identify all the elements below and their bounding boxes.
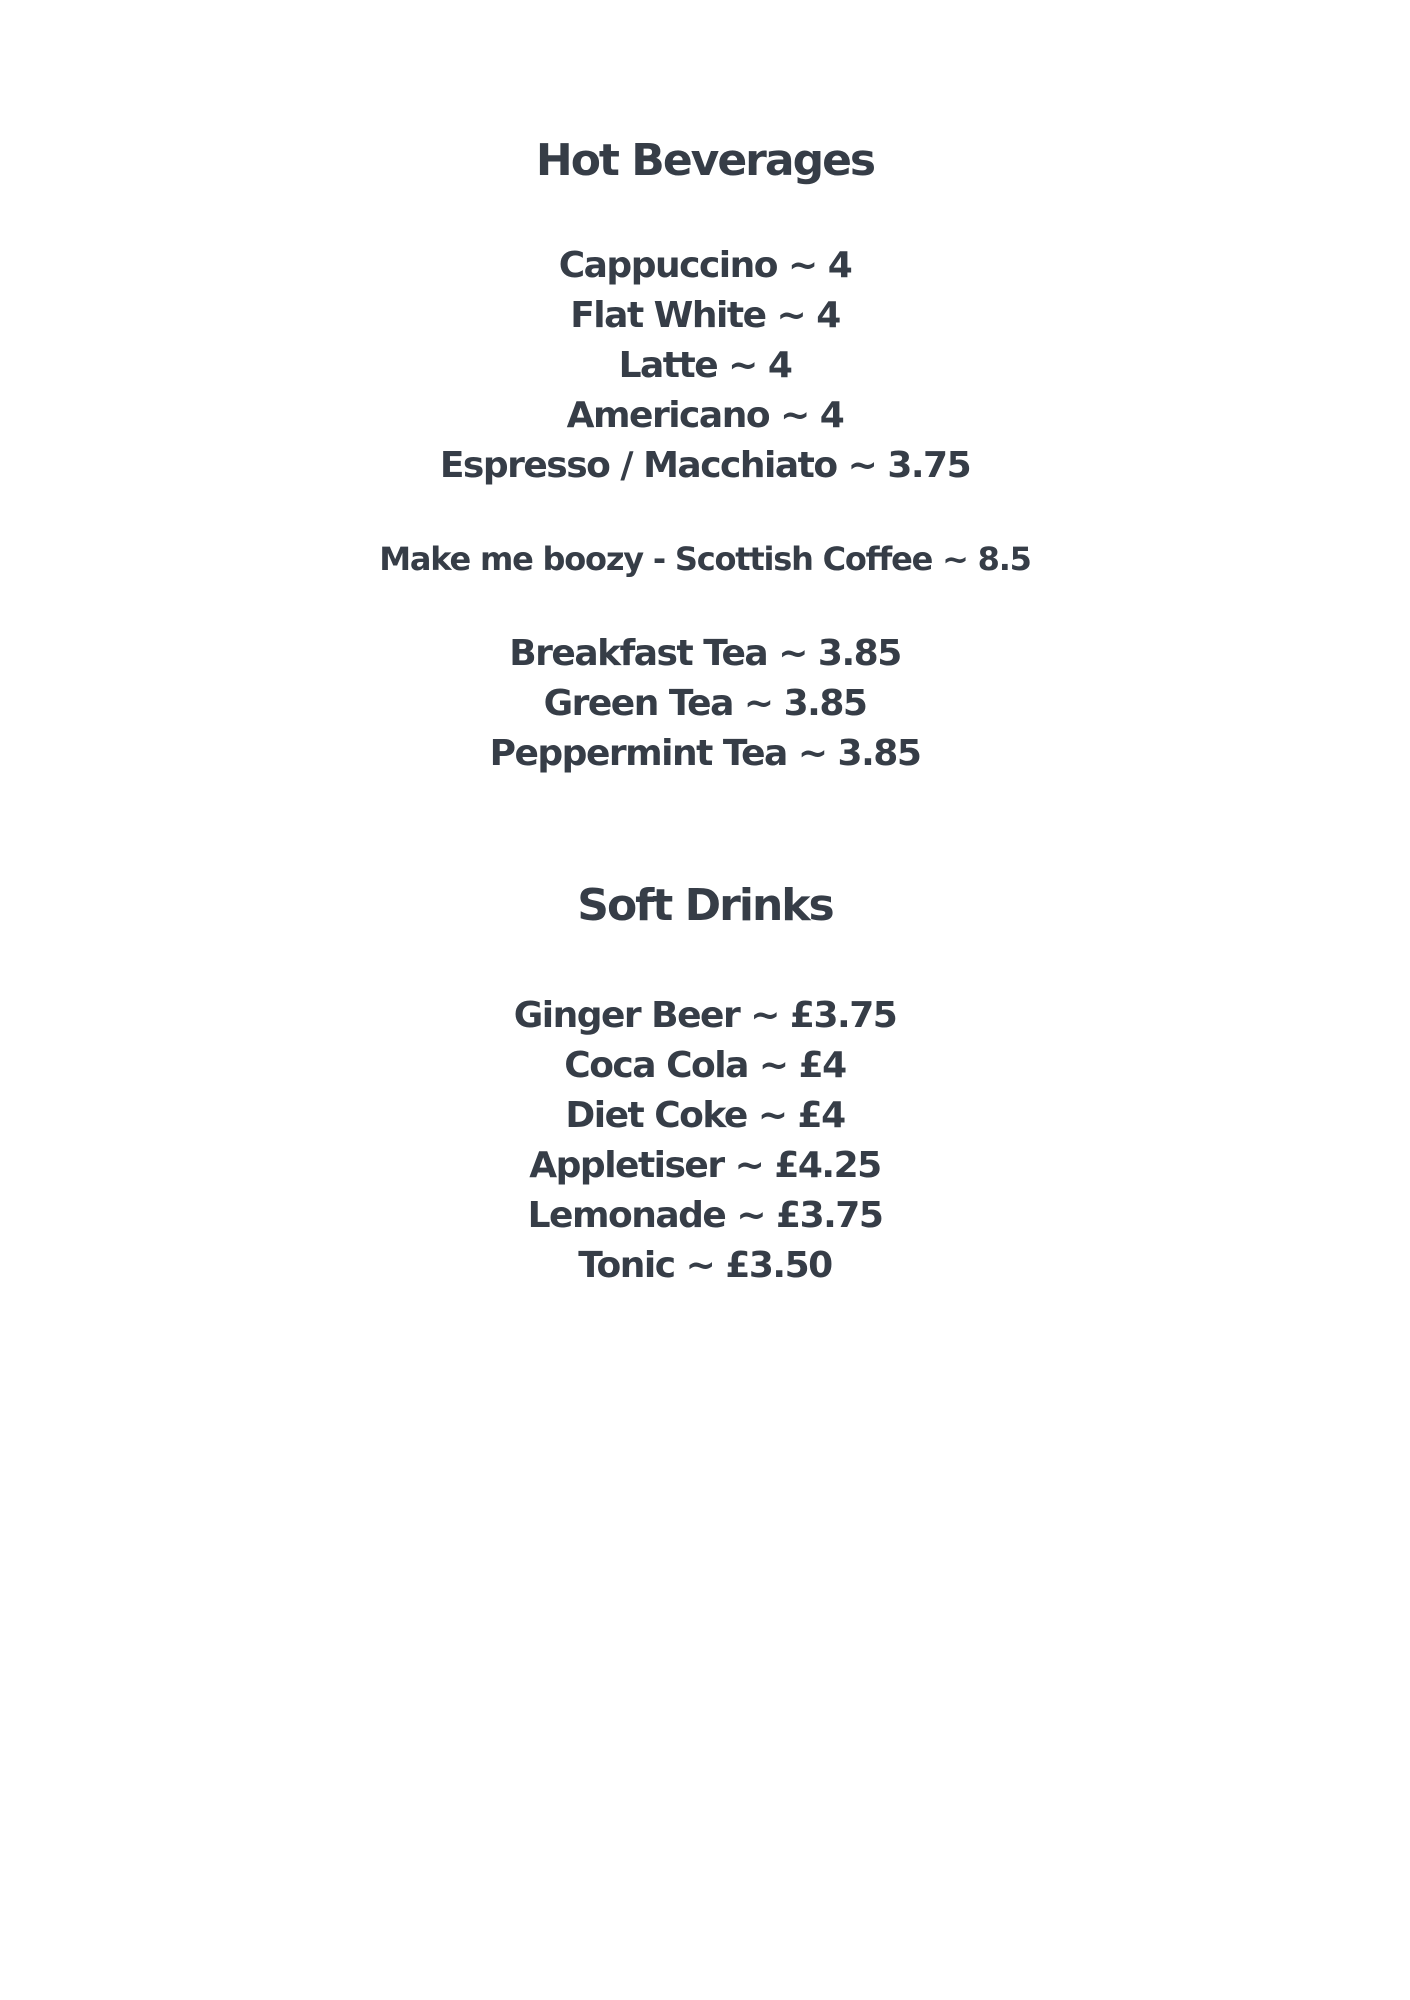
menu-item-espresso-macchiato: Espresso / Macchiato ~ 3.75 [439,445,971,486]
menu-item-lemonade: Lemonade ~ £3.75 [527,1195,883,1236]
soft-drinks-heading: Soft Drinks [577,880,833,931]
menu-item-ginger-beer: Ginger Beer ~ £3.75 [513,995,897,1036]
menu-item-americano: Americano ~ 4 [566,395,844,436]
menu-item-cappuccino: Cappuccino ~ 4 [558,245,852,286]
menu-item-tonic: Tonic ~ £3.50 [578,1245,832,1286]
menu-item-latte: Latte ~ 4 [618,345,792,386]
menu-item-diet-coke: Diet Coke ~ £4 [565,1095,845,1136]
menu-item-coca-cola: Coca Cola ~ £4 [564,1045,846,1086]
menu-item-peppermint-tea: Peppermint Tea ~ 3.85 [489,733,921,774]
menu-item-breakfast-tea: Breakfast Tea ~ 3.85 [509,633,901,674]
menu-item-scottish-coffee: Make me boozy - Scottish Coffee ~ 8.5 [379,540,1031,578]
menu-item-appletiser: Appletiser ~ £4.25 [529,1145,881,1186]
menu-item-flat-white: Flat White ~ 4 [570,295,840,336]
hot-beverages-heading: Hot Beverages [535,135,875,186]
menu-item-green-tea: Green Tea ~ 3.85 [543,683,867,724]
